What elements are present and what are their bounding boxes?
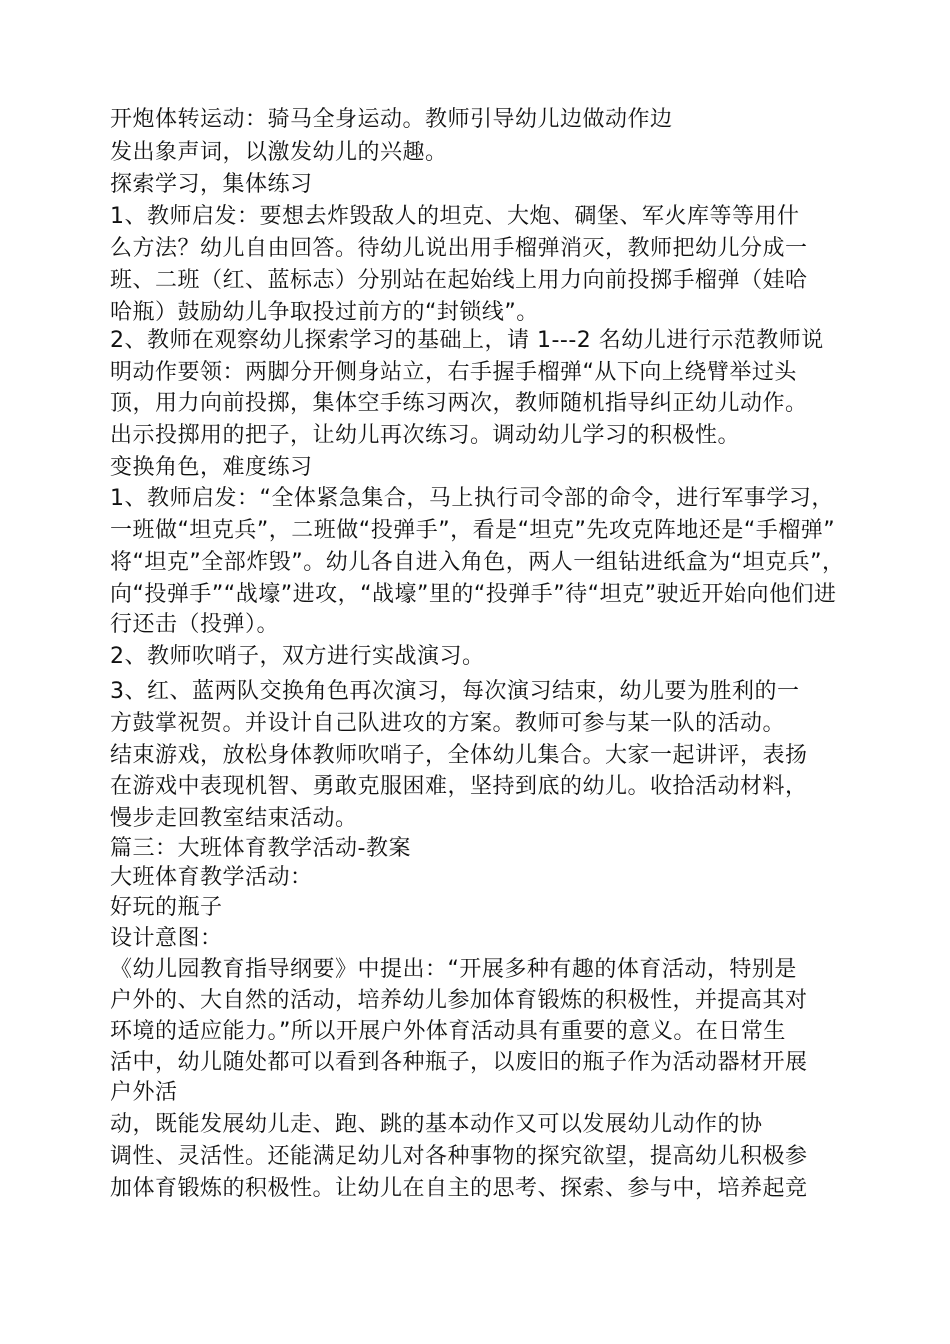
text-line: 1、教师启发：要想去炸毁敌人的坦克、大炮、碉堡、军火库等等用什	[110, 204, 800, 229]
text-line: 加体育锻炼的积极性。让幼儿在自主的思考、探索、参与中，培养起竞	[110, 1176, 808, 1201]
text-line: 户外活	[110, 1080, 178, 1105]
text-line: 在游戏中表现机智、勇敢克服困难，坚持到底的幼儿。收拾活动材料，	[110, 774, 808, 799]
text-line: 班、二班（红、蓝标志）分别站在起始线上用力向前投掷手榴弹（娃哈	[110, 268, 808, 293]
text-line: 结束游戏，放松身体教师吹哨子，全体幼儿集合。大家一起讲评，表扬	[110, 743, 808, 768]
text-line: 3、红、蓝两队交换角色再次演习，每次演习结束，幼儿要为胜利的一	[110, 679, 800, 704]
text-line: 明动作要领：两脚分开侧身站立，右手握手榴弹“从下向上绕臂举过头	[110, 360, 797, 385]
text-line: 环境的适应能力。”所以开展户外体育活动具有重要的意义。在日常生	[110, 1019, 786, 1044]
text-line: 好玩的瓶子	[110, 895, 223, 920]
text-line: 1、教师启发：“全体紧急集合，马上执行司令部的命令，进行军事学习，	[110, 486, 834, 511]
text-line: 出示投掷用的把子，让幼儿再次练习。调动幼儿学习的积极性。	[110, 423, 741, 448]
text-line: 么方法？幼儿自由回答。待幼儿说出用手榴弹消灭，教师把幼儿分成一	[110, 236, 808, 261]
text-line: 一班做“坦克兵”，二班做“投弹手”，看是“坦克”先攻克阵地还是“手榴弹”	[110, 518, 836, 543]
text-line: 哈瓶）鼓励幼儿争取投过前方的“封锁线”。	[110, 300, 539, 325]
section-heading: 探索学习，集体练习	[110, 172, 313, 197]
text-line: 2、教师在观察幼儿探索学习的基础上，请 1---2 名幼儿进行示范教师说	[110, 328, 824, 353]
text-line: 《幼儿园教育指导纲要》中提出：“开展多种有趣的体育活动，特别是	[110, 957, 797, 982]
section-heading: 篇三：大班体育教学活动-教案	[110, 836, 411, 861]
text-line: 户外的、大自然的活动，培养幼儿参加体育锻炼的积极性，并提高其对	[110, 988, 808, 1013]
text-line: 将“坦克”全部炸毁”。幼儿各自进入角色，两人一组钻进纸盒为“坦克兵”，	[110, 550, 845, 575]
text-line: 向“投弹手”“战壕”进攻，“战壕”里的“投弹手”待“坦克”驶近开始向他们进	[110, 582, 837, 607]
text-line: 方鼓掌祝贺。并设计自己队进攻的方案。教师可参与某一队的活动。	[110, 711, 786, 736]
text-line: 行还击（投弹）。	[110, 612, 280, 637]
text-line: 设计意图：	[110, 926, 223, 951]
text-line: 活中，幼儿随处都可以看到各种瓶子，以废旧的瓶子作为活动器材开展	[110, 1050, 808, 1075]
section-heading: 变换角色，难度练习	[110, 455, 313, 480]
text-line: 动，既能发展幼儿走、跑、跳的基本动作又可以发展幼儿动作的协	[110, 1112, 763, 1137]
text-line: 慢步走回教室结束活动。	[110, 806, 358, 831]
text-line: 开炮体转运动：骑马全身运动。教师引导幼儿边做动作边	[110, 107, 673, 132]
text-line: 发出象声词，以激发幼儿的兴趣。	[110, 140, 448, 165]
text-line: 顶，用力向前投掷，集体空手练习两次，教师随机指导纠正幼儿动作。	[110, 391, 808, 416]
text-line: 2、教师吹哨子，双方进行实战演习。	[110, 644, 485, 669]
text-line: 调性、灵活性。还能满足幼儿对各种事物的探究欲望，提高幼儿积极参	[110, 1144, 808, 1169]
text-line: 大班体育教学活动：	[110, 865, 313, 890]
